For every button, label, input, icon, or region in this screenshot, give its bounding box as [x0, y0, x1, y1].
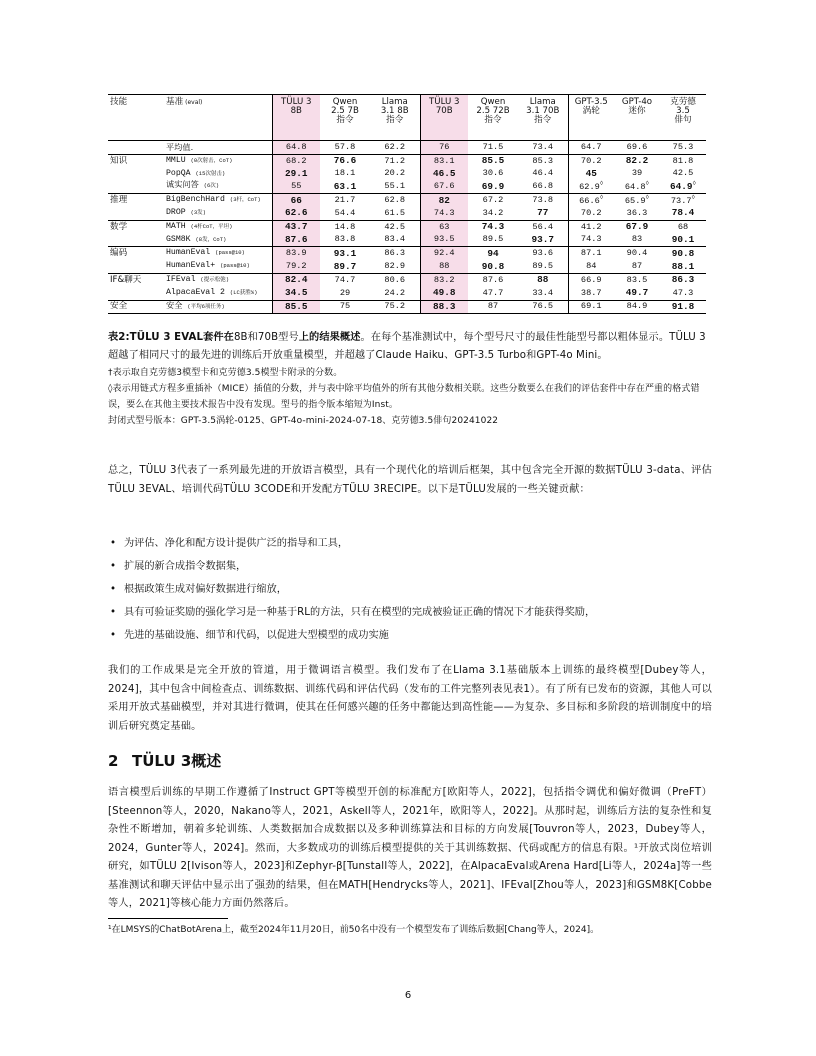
score-cell: 93.6	[532, 248, 554, 259]
caption-note-closed-models: 封闭式型号版本：GPT-3.5涡轮-0125、GPT-4o-mini-2024-07-18、克劳德3.5俳句20241022	[108, 416, 499, 426]
score-cell: 46.5	[420, 168, 468, 181]
score-cell: 87	[487, 301, 499, 312]
score-cell: 24.2	[384, 287, 406, 298]
score-cell: 14.8	[334, 221, 356, 232]
score-cell: 88.3	[420, 300, 468, 314]
score-cell: 74.3	[481, 221, 505, 233]
score-cell: 90.8	[481, 260, 505, 272]
benchmark-cell: GSM8K (8发，CoT)	[166, 234, 227, 244]
table-row	[108, 154, 706, 167]
caption-note-dagger: †表示取自克劳德3模型卡和克劳德3.5模型卡附录的分数。	[108, 368, 343, 378]
table-row	[108, 300, 706, 314]
score-cell: 29.1	[272, 168, 320, 181]
score-cell: 62.6	[272, 207, 320, 220]
score-cell: 67.6	[420, 180, 468, 193]
score-cell: 86.3	[671, 274, 695, 286]
score-cell: 74.3	[568, 234, 614, 247]
score-cell: 83.1	[420, 154, 468, 167]
imputed-marker: ◊	[599, 180, 604, 188]
benchmark-cell: PopQA (15次射击)	[166, 168, 226, 178]
score-cell: 85.5	[481, 155, 505, 167]
score-cell: 30.6	[482, 168, 504, 179]
score-cell: 87.6	[482, 274, 504, 285]
header-domain: 技能	[110, 97, 128, 107]
score-cell: 62.9◊	[568, 180, 614, 193]
summary-paragraph: 总之，TÜLU 3代表了一系列最先进的开放语言模型，具有一个现代化的培训后框架，其中包含完全开源的数据TÜLU 3-data、评估TÜLU 3EVAL、培训代码TÜLU 3CODE和开发配方TÜLU 3RECIPE。以下是TÜLU发展的一些关键贡献：	[108, 465, 712, 495]
score-cell: 54.4	[334, 207, 356, 218]
score-cell: 71.2	[384, 155, 406, 166]
release-paragraph: 我们的工作成果是完全开放的管道，用于微调语言模型。我们发布了在Llama 3.1基础版本上训练的最终模型[Dubey等人，2024]，其中包含中间检查点、训练数据、训练代码和评估代码（发布的工件完整列表见表1）。有了所有已发布的资源，其他人可以采用开放式基础模型，并对其进行微调，使其在任何感兴趣的任务中都能达到高性能——为复杂、多目标和多阶段的培训制度中的培训后研究奠定基础。	[108, 665, 712, 732]
table-body	[108, 141, 706, 314]
score-cell: 61.5	[384, 207, 406, 218]
score-cell: 81.8	[672, 155, 694, 166]
score-cell: 75	[339, 301, 351, 312]
score-cell: 88	[420, 260, 468, 273]
table-caption: 表2:TÜLU 3 EVAL套件在8B和70B型号上的结果概述。在每个基准测试中，每个型号尺寸的最佳性能型号都以粗体显示。TÜLU 3超越了相同尺寸的最先进的训练后开放重量模型，并超越了Claude Haiku、GPT-3.5 Turbo和GPT-4o Mini。 †表示取自克劳德3模型卡和克劳德3.5模型卡附录的分数。 ◊表示用链式方程多重插补（MICE）插值的分数，并与表中除平均值外的所有其他分数相关联。这些分数要么在我们的评估套件中存在严重的格式错误，要么在其他主要技术报告中没有发现。型号的指令版本缩短为Inst。 封闭式型号版本：GPT-3.5涡轮-0125、GPT-4o-mini-2024-07-18、克劳德3.5俳句20241022	[108, 329, 708, 429]
score-cell: 91.8	[671, 300, 695, 312]
score-cell: 79.2	[272, 260, 320, 273]
score-cell: 73.8	[532, 195, 554, 206]
average-cell: 62.2	[384, 141, 406, 152]
score-cell: 49.7	[625, 287, 649, 299]
score-cell: 84.9	[626, 301, 648, 312]
score-cell: 87.1	[568, 247, 614, 260]
score-cell: 64.8◊	[624, 180, 650, 193]
score-cell: 70.2	[568, 154, 614, 167]
header-model: Llama 3.1 70B 指令	[526, 97, 560, 126]
benchmark-cell: IFEval (提示松弛)	[166, 275, 230, 285]
table-row	[108, 234, 706, 247]
score-cell: 78.4	[671, 207, 695, 219]
score-cell: 65.9◊	[624, 194, 650, 206]
score-cell: 83.9	[272, 247, 320, 260]
table-header-row	[108, 95, 706, 141]
domain-cell	[108, 180, 164, 193]
score-cell: 20.2	[384, 168, 406, 179]
score-cell: 74.3	[420, 207, 468, 220]
benchmark-cell: HumanEval (pass@10)	[166, 248, 245, 258]
score-cell: 86.3	[384, 248, 406, 259]
header-model: GPT-3.5 涡轮	[568, 95, 614, 141]
score-cell: 82.9	[384, 261, 406, 272]
domain-cell	[108, 287, 164, 300]
score-cell: 93.5	[420, 234, 468, 247]
average-cell: 69.6	[626, 141, 648, 152]
benchmark-cell: BigBenchHard (3杆，CoT)	[166, 195, 261, 205]
score-cell: 85.5	[272, 300, 320, 314]
score-cell: 76.5	[532, 301, 554, 312]
score-cell: 42.5	[384, 221, 406, 232]
page-number: 6	[404, 990, 412, 1001]
score-cell: 62.8	[384, 195, 406, 206]
score-cell: 84	[568, 260, 614, 273]
score-cell: 94	[487, 247, 499, 259]
score-cell: 83.4	[384, 234, 406, 245]
score-cell: 68	[677, 221, 689, 232]
score-cell: 82.4	[272, 273, 320, 286]
benchmark-cell: 安全 (平均6项任务)	[166, 301, 225, 311]
results-table-container	[108, 94, 706, 314]
score-cell: 55.1	[384, 181, 406, 192]
score-cell: 64.9◊	[669, 180, 697, 193]
benchmark-cell: MMLU (0次射击，CoT)	[166, 155, 233, 165]
score-cell: 36.3	[626, 207, 648, 218]
average-cell: 75.3	[672, 141, 694, 152]
score-cell: 68.2	[272, 154, 320, 167]
score-cell: 66.8	[532, 181, 554, 192]
score-cell: 21.7	[334, 195, 356, 206]
score-cell: 67.2	[482, 195, 504, 206]
header-model: GPT-4o 迷你	[621, 97, 653, 117]
caption-label: 表2:	[108, 332, 130, 343]
domain-cell: IF&聊天	[110, 274, 142, 285]
table-row	[108, 220, 706, 233]
score-cell: 83.5	[626, 274, 648, 285]
table-row	[108, 194, 706, 207]
score-cell: 63.1	[333, 180, 357, 192]
imputed-marker: ◊	[691, 194, 696, 202]
results-table	[108, 94, 706, 314]
score-cell: 82.2	[625, 155, 649, 167]
score-cell: 69.9	[481, 180, 505, 192]
score-cell: 63	[420, 220, 468, 233]
score-cell: 47.3	[672, 287, 694, 298]
score-cell: 73.7◊	[670, 194, 696, 206]
table-row	[108, 180, 706, 193]
domain-cell	[108, 207, 164, 220]
score-cell: 85.3	[532, 155, 554, 166]
score-cell: 49.8	[420, 287, 468, 300]
domain-cell: 知识	[110, 155, 128, 166]
score-cell: 42.5	[672, 168, 694, 179]
score-cell: 34.5	[272, 287, 320, 300]
score-cell: 47.7	[482, 287, 504, 298]
score-cell: 66.6◊	[568, 194, 614, 207]
score-cell: 34.2	[482, 207, 504, 218]
score-cell: 74.7	[334, 274, 356, 285]
score-cell: 43.7	[272, 220, 320, 233]
benchmark-cell: 诚实问答 (6次)	[166, 181, 220, 191]
benchmark-cell: AlpacaEval 2 (LC获胜%)	[166, 287, 258, 297]
average-cell: 64.8	[272, 141, 320, 155]
score-cell: 83	[631, 234, 643, 245]
score-cell: 76.6	[333, 155, 357, 167]
imputed-marker: ◊	[692, 180, 697, 188]
imputed-marker: ◊	[599, 194, 604, 202]
average-cell: 73.4	[532, 141, 554, 152]
score-cell: 87.6	[272, 234, 320, 247]
contribution-list	[108, 535, 712, 650]
score-cell: 88.1	[671, 260, 695, 272]
score-cell: 83.2	[420, 273, 468, 286]
benchmark-cell: DROP (3发)	[166, 208, 206, 218]
score-cell: 80.6	[384, 274, 406, 285]
score-cell: 89.7	[333, 260, 357, 272]
domain-cell	[108, 168, 164, 181]
header-model: Llama 3.1 8B 指令	[380, 97, 409, 126]
list-item: • 先进的基础设施、细节和代码，以促进大型模型的成功实施	[110, 630, 389, 641]
header-model: TÜLU 3 70B	[420, 95, 468, 141]
score-cell: 75.2	[384, 301, 406, 312]
domain-cell	[108, 234, 164, 247]
table-row	[108, 207, 706, 220]
score-cell: 83.8	[334, 234, 356, 245]
list-item: • 为评估、净化和配方设计提供广泛的指导和工具，	[110, 538, 349, 549]
score-cell: 46.4	[532, 168, 554, 179]
score-cell: 93.7	[531, 233, 554, 245]
imputed-marker: ◊	[645, 180, 650, 188]
score-cell: 90.8	[671, 247, 695, 259]
score-cell: 93.1	[333, 247, 357, 259]
domain-cell: 推理	[110, 195, 128, 206]
average-cell: 71.5	[482, 141, 504, 152]
average-cell: 76	[420, 141, 468, 155]
score-cell: 55	[272, 180, 320, 193]
score-cell: 77	[537, 207, 549, 219]
average-cell: 64.7	[568, 141, 614, 155]
table-row	[108, 247, 706, 260]
table-row	[108, 287, 706, 300]
footnote-rule	[108, 918, 228, 919]
score-cell: 87	[631, 261, 643, 272]
score-cell: 89.5	[482, 234, 504, 245]
score-cell: 67.9	[625, 221, 649, 233]
score-cell: 69.1	[568, 300, 614, 314]
imputed-marker: ◊	[645, 194, 650, 202]
score-cell: 90.1	[671, 233, 695, 245]
score-cell: 66.9	[568, 273, 614, 286]
header-benchmark: 基准 (eval)	[166, 97, 203, 107]
table-row	[108, 168, 706, 181]
score-cell: 82	[420, 194, 468, 207]
footnote: ¹在LMSYS的ChatBotArena上，截至2024年11月20日，前50名中没有一个模型发布了训练后数据[Chang等人，2024]。	[108, 925, 600, 935]
caption-body: 。在每个基准测试中，每个型号尺寸的最佳性能型号都以粗体显示。TÜLU 3超越了相同尺寸的最先进的训练后开放重量模型，并超越了Claude Haiku、GPT-3.5 Turbo和GPT-4o Mini。	[108, 332, 706, 361]
score-cell: 70.2	[568, 207, 614, 220]
average-row	[108, 141, 706, 155]
domain-cell: 安全	[110, 301, 128, 312]
table-row	[108, 273, 706, 286]
score-cell: 45	[568, 168, 614, 181]
list-item: • 扩展的新合成指令数据集，	[110, 561, 247, 572]
overview-paragraph: 语言模型后训练的早期工作遵循了Instruct GPT等模型开创的标准配方[欧阳等人，2022]，包括指令调优和偏好微调（PreFT）[Steennon等人，2020，Nakano等人，2021，Askell等人，2021年，欧阳等人，2022]。从那时起，训练后方法的复杂性和复杂性不断增加，朝着多轮训练、人类数据加合成数据以及多种训练算法和目标的方向发展[Touvron等人，2023，Dubey等人，2024，Gunter等人，2024]。然而，大多数成功的训练后模型提供的关于其训练数据、代码或配方的信息有限。¹开放式岗位培训研究，如TÜLU 2[Ivison等人，2023]和Zephyr-β[Tunstall等人，2022]，在AlpacaEval或Arena Hard[Li等人，2024a]等一些基准测试和聊天评估中显示出了强劲的结果，但在MATH[Hendrycks等人，2021]、IFEval[Zhou等人，2023]和GSM8K[Cobbe等人，2021]等核心能力方面仍然落后。	[108, 787, 712, 909]
score-cell: 66	[272, 194, 320, 207]
table-row	[108, 260, 706, 273]
list-item: • 具有可验证奖励的强化学习是一种基于RL的方法，只有在模型的完成被验证正确的情况下才能获得奖励，	[110, 607, 596, 618]
score-cell: 39	[631, 168, 643, 179]
average-cell: 57.8	[334, 141, 356, 152]
score-cell: 56.4	[532, 221, 554, 232]
domain-cell: 数学	[110, 221, 128, 232]
score-cell: 41.2	[568, 220, 614, 233]
score-cell: 88	[537, 274, 549, 286]
domain-cell: 编码	[110, 248, 128, 259]
score-cell: 38.7	[568, 287, 614, 300]
benchmark-cell: HumanEval+ (pass@10)	[166, 261, 250, 271]
header-model: TÜLU 3 8B	[272, 95, 320, 141]
caption-note-diamond: ◊表示用链式方程多重插补（MICE）插值的分数，并与表中除平均值外的所有其他分数相关联。这些分数要么在我们的评估套件中存在严重的格式错误，要么在其他主要技术报告中没有发现。型号的指令版本缩短为Inst。	[108, 384, 700, 410]
section-number: 2	[108, 752, 119, 770]
list-item: • 根据政策生成对偏好数据进行缩放，	[110, 584, 287, 595]
score-cell: 18.1	[334, 168, 356, 179]
benchmark-cell: MATH (4杆CoT，平坦)	[166, 221, 233, 231]
score-cell: 92.4	[420, 247, 468, 260]
section-heading	[108, 750, 221, 771]
domain-cell	[108, 260, 164, 273]
score-cell: 29	[339, 287, 351, 298]
header-model: Qwen 2.5 7B 指令	[331, 97, 359, 126]
score-cell: 89.5	[532, 261, 554, 272]
header-model: 克劳德 3.5 俳句	[670, 97, 696, 126]
score-cell: 90.4	[626, 248, 648, 259]
score-cell: 33.4	[532, 287, 554, 298]
section-title: TÜLU 3概述	[132, 752, 222, 770]
average-label: 平均值.	[166, 142, 194, 153]
header-model: Qwen 2.5 72B 指令	[476, 97, 510, 126]
